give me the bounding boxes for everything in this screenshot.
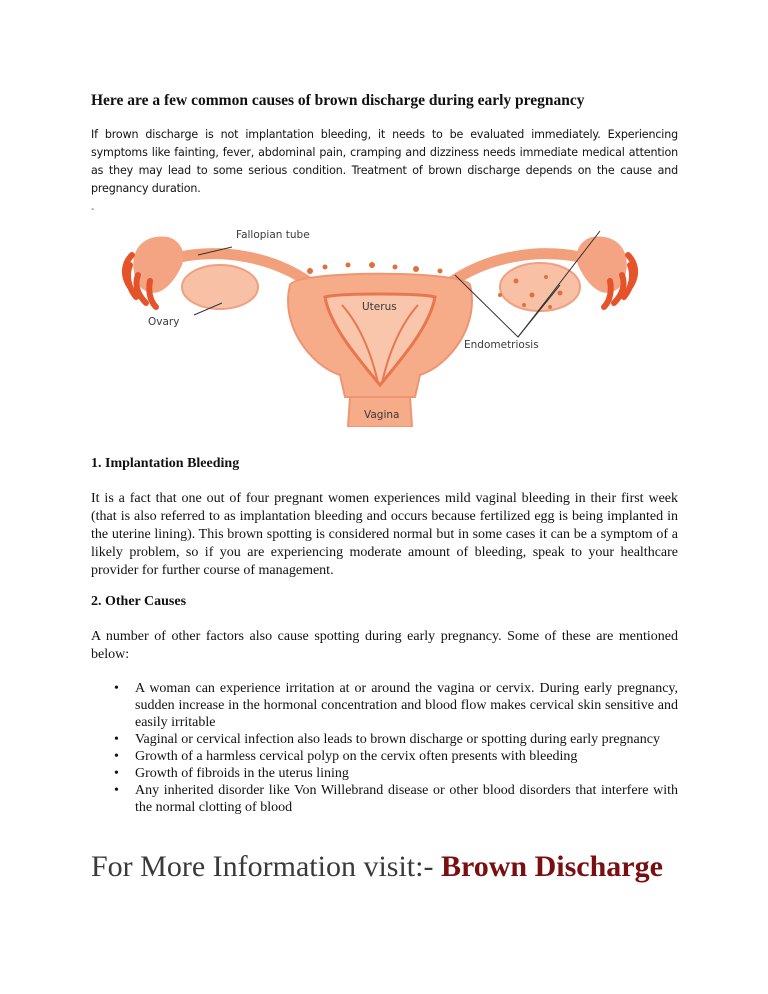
list-item: • Growth of fibroids in the uterus lining — [114, 766, 349, 781]
label-uterus: Uterus — [362, 301, 397, 313]
bullet-icon: • — [114, 783, 119, 798]
list-item: • Vaginal or cervical infection also leads to brown discharge or spotting during early pregnancy — [114, 732, 660, 747]
brown-discharge-link[interactable]: Brown Discharge — [440, 850, 663, 883]
left-fimbriae — [125, 237, 184, 307]
right-ovary — [500, 263, 580, 311]
causes-list — [91, 680, 678, 816]
section1-title: 1. Implantation Bleeding — [91, 456, 240, 471]
section2-body: A number of other factors also cause spotting during early pregnancy. Some of these are mentioned below: — [91, 629, 678, 662]
left-ovary — [182, 265, 258, 309]
bullet-icon: • — [114, 681, 119, 696]
list-item: • A woman can experience irritation at or around the vagina or cervix. During early pregnancy, sudden increase in the hormonal concentration and blood flow makes cervical skin sensitive and easily irritable — [114, 681, 678, 730]
label-endometriosis: Endometriosis — [464, 339, 539, 351]
list-item: • Growth of a harmless cervical polyp on the cervix often presents with bleeding — [114, 749, 578, 764]
right-fimbriae — [577, 237, 636, 307]
bullet-icon: • — [114, 766, 119, 781]
section2-title: 2. Other Causes — [91, 594, 187, 609]
bullet-icon: • — [114, 749, 119, 764]
label-fallopian-tube: Fallopian tube — [236, 229, 310, 241]
label-vagina: Vagina — [364, 409, 400, 421]
label-ovary: Ovary — [148, 316, 180, 328]
intro-paragraph: If brown discharge is not implantation bleeding, it needs to be evaluated immediately. Experiencing symptoms like fainting, fever, abdominal pain, cramping and dizziness needs immediate medical attention as they may lead to some serious condition. Treatment of brown discharge depends on the cause and pregnancy duration. — [91, 128, 678, 195]
bullet-icon: • — [114, 732, 119, 747]
section1-body: It is a fact that one out of four pregnant women experiences mild vaginal bleeding in their first week (that is also referred to as implantation bleeding and occurs because fertilized egg is being implanted in the uterine lining). This brown spotting is considered normal but in some cases it can be a symptom of a likely problem, so if you are experiencing moderate amount of bleeding, speak to your healthcare provider for further course of management. — [91, 491, 678, 578]
footer-more-info — [91, 850, 663, 884]
stray-mark: - — [91, 204, 95, 215]
footer-prefix: For More Information visit:- — [91, 850, 441, 883]
page-heading: Here are a few common causes of brown discharge during early pregnancy — [91, 92, 585, 109]
list-item: • Any inherited disorder like Von Willebrand disease or other blood disorders that interfere with the normal clotting of blood — [114, 783, 678, 815]
uterus-endometriosis-illustration — [120, 215, 640, 427]
